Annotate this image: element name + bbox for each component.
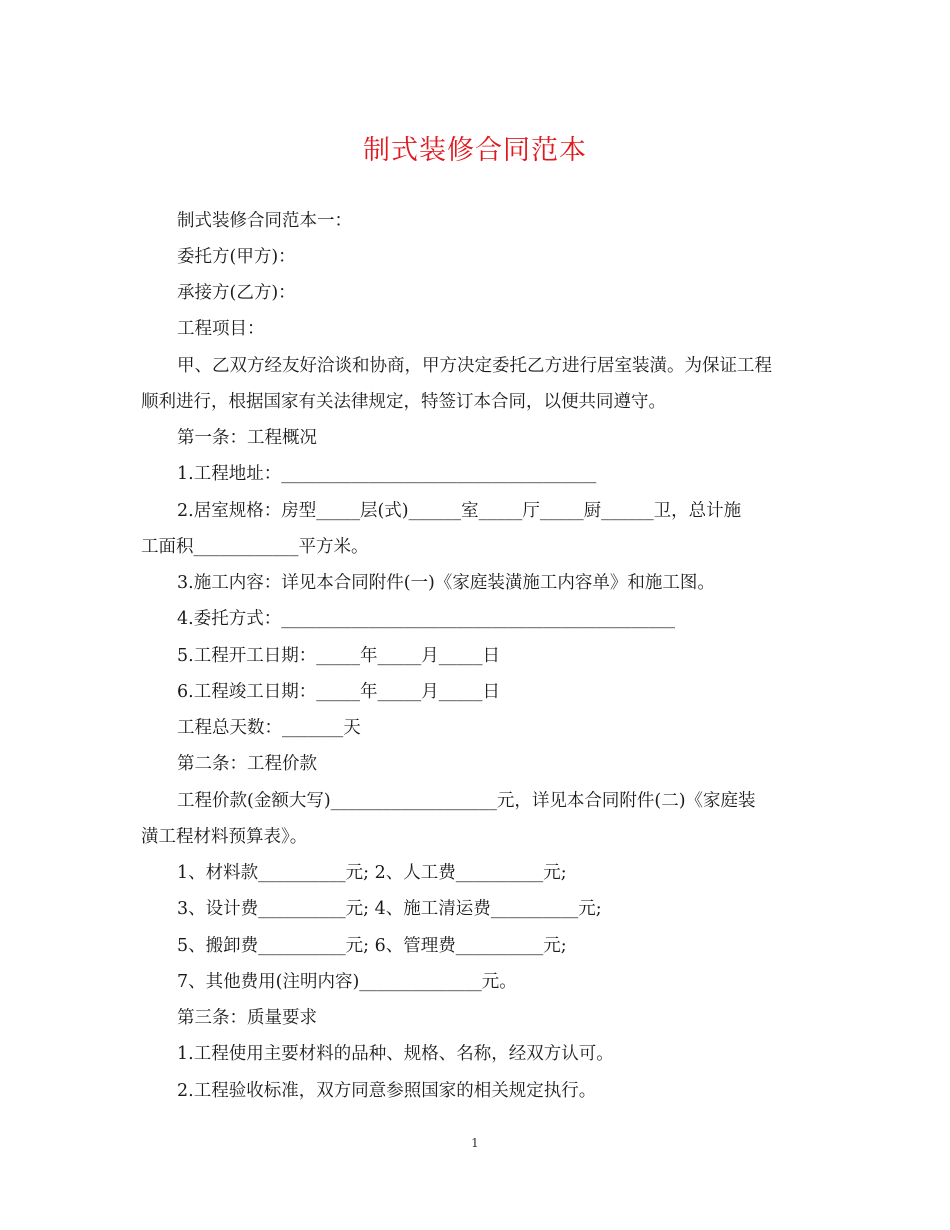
body-line: 6.工程竣工日期：_____年_____月_____日 [177,682,500,702]
body-line: 工程总天数：_______天 [177,718,361,738]
body-line: 工面积____________平方米。 [141,537,369,557]
body-line: 7、其他费用(注明内容)______________元。 [177,972,517,992]
body-line: 工程项目： [177,319,265,339]
body-line: 顺利进行，根据国家有关法律规定，特签订本合同，以便共同遵守。 [141,392,666,412]
section-heading: 第一条：工程概况 [177,428,317,448]
body-line: 潢工程材料预算表》。 [141,827,308,847]
body-line: 承接方(乙方)： [177,283,296,303]
body-line: 5.工程开工日期：_____年_____月_____日 [177,646,500,666]
section-heading: 第二条：工程价款 [177,754,317,774]
page-number: 1 [471,1136,479,1150]
body-line: 3.施工内容：详见本合同附件(一)《家庭装潢施工内容单》和施工图。 [177,573,715,593]
body-line: 1.工程使用主要材料的品种、规格、名称，经双方认可。 [177,1044,614,1064]
section-heading: 第三条：质量要求 [177,1008,317,1028]
body-line: 1、材料款__________元; 2、人工费__________元; [177,863,567,883]
body-line: 2.居室规格：房型_____层(式)______室_____厅_____厨______卫，总计施 [177,501,742,521]
body-line: 制式装修合同范本一： [177,211,352,231]
body-line: 5、搬卸费__________元; 6、管理费__________元; [177,936,567,956]
body-line: 1.工程地址：____________________________________ [177,464,597,484]
body-line: 甲、乙双方经友好洽谈和协商，甲方决定委托乙方进行居室装潢。为保证工程 [177,356,772,376]
body-line: 4.委托方式：_____________________________________________ [177,609,675,629]
body-line: 委托方(甲方)： [177,247,296,267]
body-line: 3、设计费__________元; 4、施工清运费__________元; [177,899,602,919]
document-title: 制式装修合同范本 [363,135,587,166]
body-line: 2.工程验收标准，双方同意参照国家的相关规定执行。 [177,1081,597,1101]
body-line: 工程价款(金额大写)___________________元，详见本合同附件(二)《家庭装 [177,791,756,811]
